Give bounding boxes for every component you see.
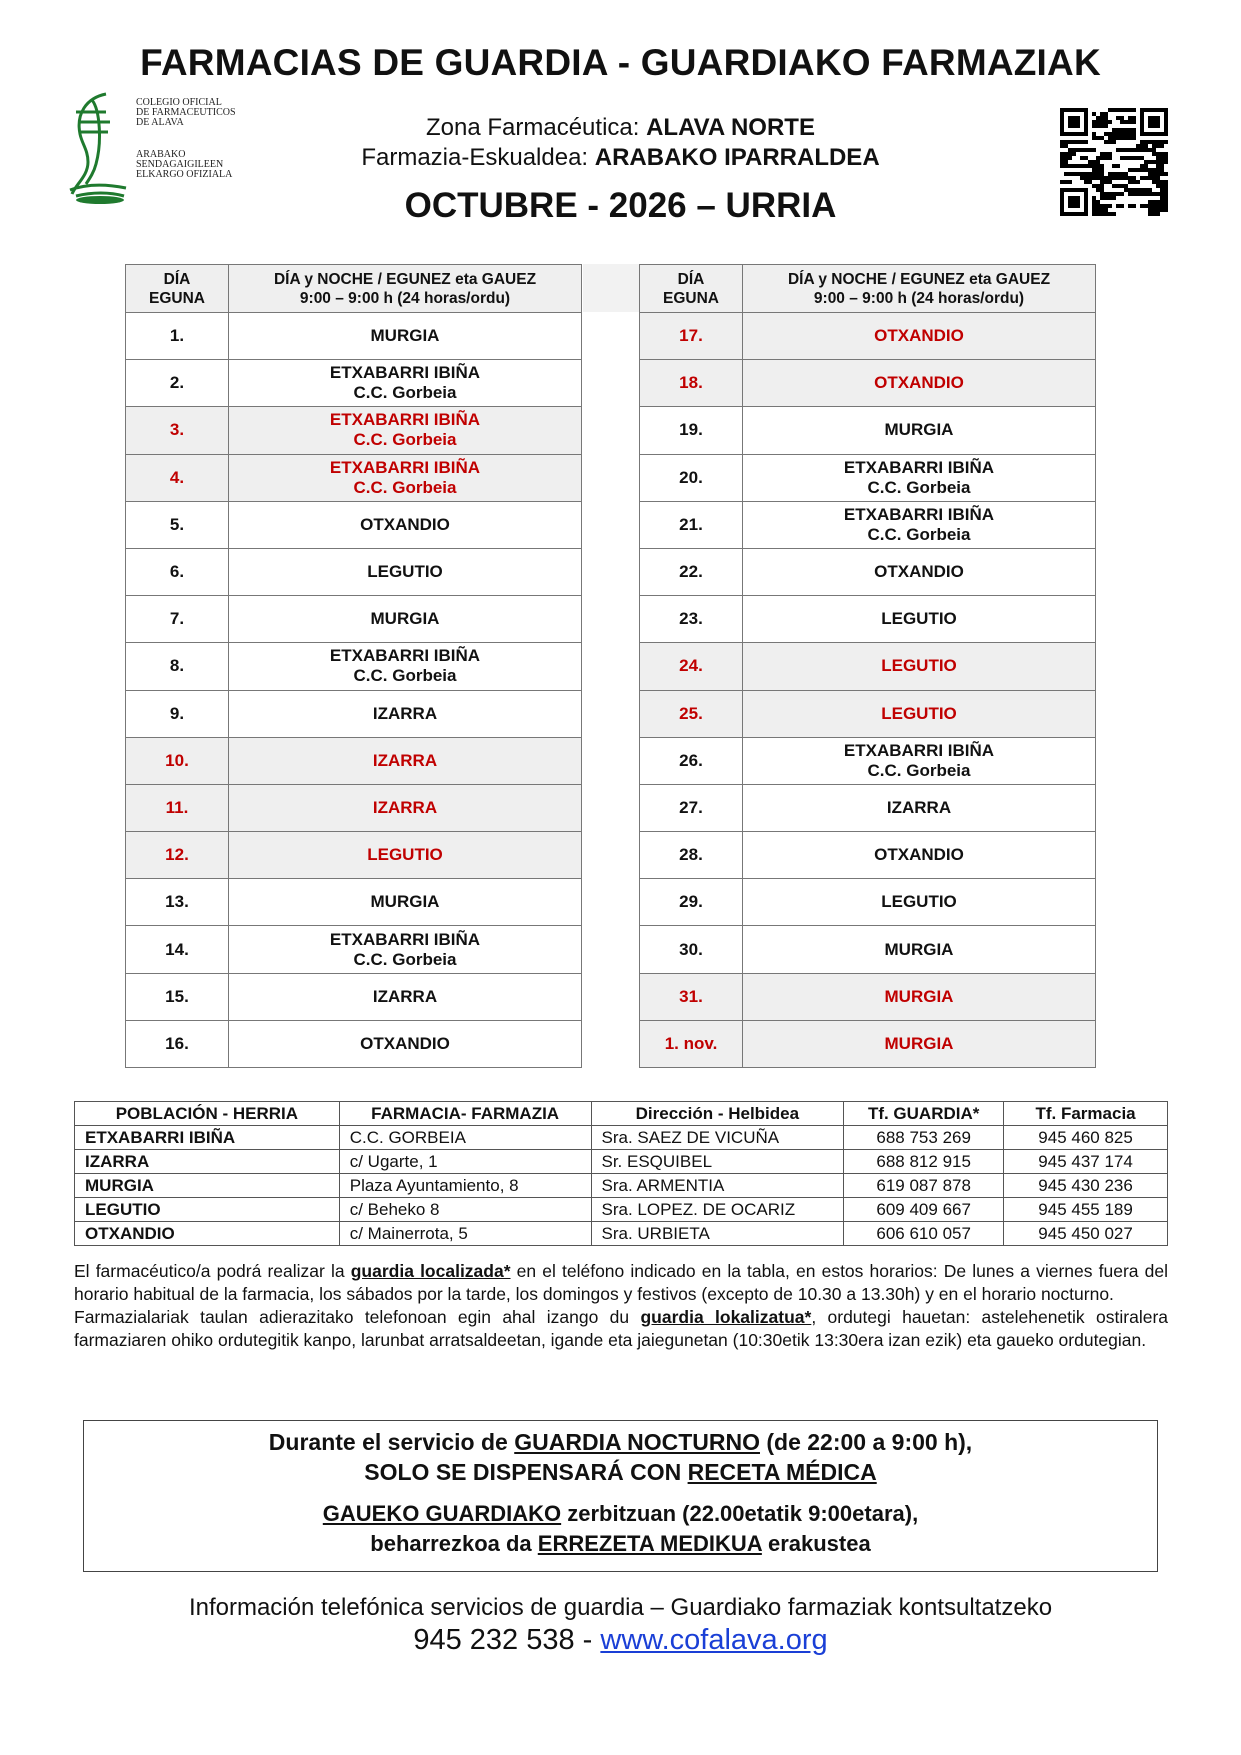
calendar-row: [640, 643, 1096, 690]
notice-line: Durante el servicio de GUARDIA NOCTURNO (de 22:00 a 9:00 h),: [268, 1429, 973, 1455]
day-cell: 6.: [126, 548, 229, 595]
pharmacy-cell: [229, 784, 582, 831]
pharmacy-cell: [743, 407, 1096, 454]
pharmacy-cell: [229, 832, 582, 879]
pharmacy-name: ETXABARRI IBIÑA: [843, 504, 995, 524]
table-row: [75, 1174, 1168, 1198]
zone-eu-label: Farmazia-Eskualdea:: [361, 144, 595, 171]
pharmacy-cell: [229, 643, 582, 690]
calendar-row: [640, 454, 1096, 501]
day-cell: 5.: [126, 501, 229, 548]
table-cell: MURGIA: [75, 1174, 340, 1198]
day-cell: 20.: [640, 454, 743, 501]
pharmacy-cell: [743, 1020, 1096, 1067]
day-cell: 31.: [640, 973, 743, 1020]
zone-eu-value: ARABAKO IPARRALDEA: [594, 144, 880, 171]
calendar-row: [640, 548, 1096, 595]
table-row: [75, 1150, 1168, 1174]
calendar-row: [126, 926, 582, 973]
pharmacy-name: OTXANDIO: [874, 373, 964, 393]
table-cell: Plaza Ayuntamiento, 8: [339, 1174, 591, 1198]
notice-line: SOLO SE DISPENSARÁ CON RECETA MÉDICA: [364, 1459, 877, 1485]
pharmacy-cell: [743, 737, 1096, 784]
day-cell: 7.: [126, 596, 229, 643]
calendar-table-left: [125, 264, 582, 1068]
calendar-row: [640, 784, 1096, 831]
gap-shade: [583, 264, 639, 312]
pharmacy-name: MURGIA: [370, 609, 440, 629]
table-cell: C.C. GORBEIA: [339, 1126, 591, 1150]
day-cell: 22.: [640, 548, 743, 595]
column-header: Tf. Farmacia: [1004, 1102, 1168, 1126]
table-cell: LEGUTIO: [75, 1198, 340, 1222]
pharmacy-name: IZARRA: [372, 703, 438, 723]
day-cell: 19.: [640, 407, 743, 454]
day-cell: 16.: [126, 1020, 229, 1067]
guardia-lokalizatua-term: guardia lokalizatua*: [640, 1307, 812, 1327]
calendar-row: [640, 737, 1096, 784]
pharmacy-cell: [743, 360, 1096, 407]
calendar-row: [640, 407, 1096, 454]
pharmacy-name: MURGIA: [884, 986, 954, 1006]
logo-text-line: COLEGIO OFICIAL: [136, 97, 222, 108]
pharmacy-name: OTXANDIO: [360, 1033, 450, 1053]
calendar-row: [640, 690, 1096, 737]
pharmacy-cell: [743, 879, 1096, 926]
day-cell: 27.: [640, 784, 743, 831]
logo-text-line: ARABAKO: [136, 149, 186, 160]
pharmacy-name: LEGUTIO: [367, 562, 443, 582]
pharmacy-name: MURGIA: [370, 326, 440, 346]
table-cell: Sra. LOPEZ. DE OCARIZ: [591, 1198, 844, 1222]
logo-text-line: ELKARGO OFIZIALA: [136, 169, 233, 180]
logo-text-line: DE ALAVA: [136, 117, 184, 128]
note-es: El farmacéutico/a podrá realizar la guardia localizada* en el teléfono indicado en la tabla, en estos horarios: De lunes a viernes fuera del horario habitual de la farmacia, los sábados por la tarde, los domingos y festivos (excepto de 10.30 a 13.30h) y en el horario nocturno.: [74, 1261, 1168, 1304]
pharmacy-name: ETXABARRI IBIÑA: [329, 929, 481, 949]
pharmacy-location: C.C. Gorbeia: [353, 383, 457, 403]
notice-line: beharrezkoa da ERREZETA MEDIKUA erakustea: [370, 1531, 871, 1556]
table-cell: 606 610 057: [844, 1222, 1004, 1246]
day-cell: 11.: [126, 784, 229, 831]
pharmacy-cell: [229, 737, 582, 784]
calendar-row: [126, 690, 582, 737]
zone-eu: [0, 144, 1241, 172]
calendar-table-right: [639, 264, 1096, 1068]
pharmacy-name: OTXANDIO: [874, 562, 964, 582]
footer-contact: [0, 1624, 1241, 1657]
calendar-row: [126, 832, 582, 879]
notice-line: GAUEKO GUARDIAKO zerbitzuan (22.00etatik 9:00etara),: [322, 1501, 919, 1526]
pharmacy-name: IZARRA: [372, 750, 438, 770]
day-cell: 1. nov.: [640, 1020, 743, 1067]
day-cell: 29.: [640, 879, 743, 926]
column-header: Dirección - Helbidea: [591, 1102, 844, 1126]
pharmacy-cell: [743, 313, 1096, 360]
pharmacy-name: OTXANDIO: [874, 845, 964, 865]
pharmacy-name: ETXABARRI IBIÑA: [329, 646, 481, 666]
pharmacy-location: C.C. Gorbeia: [867, 524, 971, 544]
day-cell: 4.: [126, 454, 229, 501]
pharmacy-cell: [743, 643, 1096, 690]
pharmacy-cell: [229, 1020, 582, 1067]
header-day: DÍA EGUNA: [640, 265, 743, 313]
calendar-row: [126, 360, 582, 407]
pharmacy-location: C.C. Gorbeia: [867, 477, 971, 497]
table-cell: 945 437 174: [1004, 1150, 1168, 1174]
table-cell: c/ Beheko 8: [339, 1198, 591, 1222]
calendar-row: [126, 407, 582, 454]
footer-info: Información telefónica servicios de guardia – Guardiako farmaziak kontsultatzeko: [188, 1594, 1053, 1621]
table-cell: 609 409 667: [844, 1198, 1004, 1222]
page-title: FARMACIAS DE GUARDIA - GUARDIAKO FARMAZIAK: [140, 42, 1101, 83]
zone-es-value: ALAVA NORTE: [646, 114, 815, 141]
table-cell: ETXABARRI IBIÑA: [75, 1126, 340, 1150]
calendar-row: [640, 596, 1096, 643]
day-cell: 25.: [640, 690, 743, 737]
pharmacy-cell: [743, 926, 1096, 973]
table-cell: 688 812 915: [844, 1150, 1004, 1174]
day-cell: 23.: [640, 596, 743, 643]
footer-phone: 945 232 538 -: [413, 1624, 601, 1656]
pharmacy-name: OTXANDIO: [360, 514, 450, 534]
pharmacy-cell: [229, 360, 582, 407]
pharmacy-cell: [743, 596, 1096, 643]
calendar-row: [640, 313, 1096, 360]
pharmacy-name: MURGIA: [884, 1033, 954, 1053]
pharmacy-name: OTXANDIO: [874, 326, 964, 346]
pharmacy-cell: [743, 690, 1096, 737]
pharmacy-cell: [743, 548, 1096, 595]
day-cell: 30.: [640, 926, 743, 973]
pharmacy-cell: [743, 832, 1096, 879]
pharmacy-name: IZARRA: [372, 797, 438, 817]
pharmacy-location: C.C. Gorbeia: [353, 430, 457, 450]
day-cell: 8.: [126, 643, 229, 690]
column-header: FARMACIA- FARMAZIA: [339, 1102, 591, 1126]
table-cell: IZARRA: [75, 1150, 340, 1174]
pharmacy-cell: [229, 313, 582, 360]
column-header: POBLACIÓN - HERRIA: [75, 1102, 340, 1126]
calendar-row: [126, 784, 582, 831]
calendar-row: [126, 548, 582, 595]
day-cell: 10.: [126, 737, 229, 784]
zone-es: [0, 114, 1241, 142]
day-cell: 18.: [640, 360, 743, 407]
pharmacy-name: MURGIA: [884, 420, 954, 440]
table-cell: OTXANDIO: [75, 1222, 340, 1246]
calendar-row: [640, 1020, 1096, 1067]
calendar-row: [126, 596, 582, 643]
guardia-localizada-term: guardia localizada*: [350, 1261, 511, 1281]
calendar-row: [640, 832, 1096, 879]
night-service-notice: [83, 1420, 1158, 1572]
day-cell: 2.: [126, 360, 229, 407]
calendar-row: [126, 643, 582, 690]
pharmacy-cell: [743, 973, 1096, 1020]
notes: [74, 1260, 1168, 1352]
pharmacy-location: C.C. Gorbeia: [353, 477, 457, 497]
calendar-row: [126, 313, 582, 360]
pharmacy-location: C.C. Gorbeia: [867, 760, 971, 780]
day-cell: 24.: [640, 643, 743, 690]
table-row: [75, 1222, 1168, 1246]
calendar-row: [640, 926, 1096, 973]
table-cell: Sra. SAEZ DE VICUÑA: [591, 1126, 844, 1150]
pharmacy-name: LEGUTIO: [367, 845, 443, 865]
pharmacy-table: [74, 1101, 1168, 1246]
header-shift: DÍA y NOCHE / EGUNEZ eta GAUEZ 9:00 – 9:00 h (24 horas/ordu): [229, 265, 582, 313]
table-cell: c/ Mainerrota, 5: [339, 1222, 591, 1246]
day-cell: 3.: [126, 407, 229, 454]
table-cell: 688 753 269: [844, 1126, 1004, 1150]
day-cell: 14.: [126, 926, 229, 973]
logo-text-line: DE FARMACEUTICOS: [136, 107, 236, 118]
table-cell: 945 450 027: [1004, 1222, 1168, 1246]
pharmacy-name: ETXABARRI IBIÑA: [329, 363, 481, 383]
pharmacy-name: MURGIA: [884, 939, 954, 959]
calendar-row: [640, 973, 1096, 1020]
table-cell: Sra. URBIETA: [591, 1222, 844, 1246]
pharmacy-cell: [229, 926, 582, 973]
pharmacy-cell: [743, 784, 1096, 831]
pharmacy-name: ETXABARRI IBIÑA: [843, 740, 995, 760]
logo-text-line: SENDAGAIGILEEN: [136, 159, 224, 170]
day-cell: 13.: [126, 879, 229, 926]
pharmacy-name: LEGUTIO: [881, 703, 957, 723]
pharmacy-name: IZARRA: [372, 986, 438, 1006]
pharmacy-name: LEGUTIO: [881, 609, 957, 629]
website-link[interactable]: www.cofalava.org: [600, 1624, 828, 1656]
calendar-row: [126, 737, 582, 784]
table-cell: Sra. ARMENTIA: [591, 1174, 844, 1198]
table-row: [75, 1198, 1168, 1222]
pharmacy-name: MURGIA: [370, 892, 440, 912]
day-cell: 15.: [126, 973, 229, 1020]
zone-es-label: Zona Farmacéutica:: [426, 114, 647, 141]
pharmacy-cell: [743, 501, 1096, 548]
column-header: Tf. GUARDIA*: [844, 1102, 1004, 1126]
calendar-row: [640, 360, 1096, 407]
day-cell: 26.: [640, 737, 743, 784]
pharmacy-cell: [229, 879, 582, 926]
pharmacy-cell: [743, 454, 1096, 501]
calendar-row: [640, 501, 1096, 548]
day-cell: 17.: [640, 313, 743, 360]
calendar-row: [126, 501, 582, 548]
calendar-row: [126, 879, 582, 926]
month-title: OCTUBRE - 2026 – URRIA: [404, 186, 837, 225]
pharmacy-cell: [229, 501, 582, 548]
pharmacy-location: C.C. Gorbeia: [353, 949, 457, 969]
table-cell: Sr. ESQUIBEL: [591, 1150, 844, 1174]
pharmacy-name: ETXABARRI IBIÑA: [329, 457, 481, 477]
header-day: DÍA EGUNA: [126, 265, 229, 313]
day-cell: 12.: [126, 832, 229, 879]
pharmacy-cell: [229, 407, 582, 454]
table-cell: c/ Ugarte, 1: [339, 1150, 591, 1174]
table-row: [75, 1126, 1168, 1150]
day-cell: 9.: [126, 690, 229, 737]
pharmacy-cell: [229, 548, 582, 595]
pharmacy-name: LEGUTIO: [881, 892, 957, 912]
note-eu: Farmazialariak taulan adierazitako telefonoan egin ahal izango du guardia lokalizatua*, ordutegi hauetan: astelehenetik ostiralera farmaziaren ohiko ordutegitik kanpo, larunbat arratsaldeetan, igande eta jaiegunetan (10:30etik 13:30era izan ezik) eta gaueko ordutegian.: [74, 1307, 1168, 1350]
calendar-row: [126, 973, 582, 1020]
calendar-row: [126, 1020, 582, 1067]
pharmacy-cell: [229, 690, 582, 737]
pharmacy-name: ETXABARRI IBIÑA: [329, 410, 481, 430]
calendar-row: [640, 879, 1096, 926]
table-cell: 945 430 236: [1004, 1174, 1168, 1198]
table-cell: 619 087 878: [844, 1174, 1004, 1198]
pharmacy-name: ETXABARRI IBIÑA: [843, 457, 995, 477]
table-cell: 945 455 189: [1004, 1198, 1168, 1222]
pharmacy-cell: [229, 454, 582, 501]
pharmacy-location: C.C. Gorbeia: [353, 666, 457, 686]
calendar-row: [126, 454, 582, 501]
pharmacy-cell: [229, 973, 582, 1020]
pharmacy-name: LEGUTIO: [881, 656, 957, 676]
pharmacy-cell: [229, 596, 582, 643]
header-shift: DÍA y NOCHE / EGUNEZ eta GAUEZ 9:00 – 9:00 h (24 horas/ordu): [743, 265, 1096, 313]
pharmacy-name: IZARRA: [886, 797, 952, 817]
day-cell: 1.: [126, 313, 229, 360]
table-cell: 945 460 825: [1004, 1126, 1168, 1150]
day-cell: 28.: [640, 832, 743, 879]
day-cell: 21.: [640, 501, 743, 548]
